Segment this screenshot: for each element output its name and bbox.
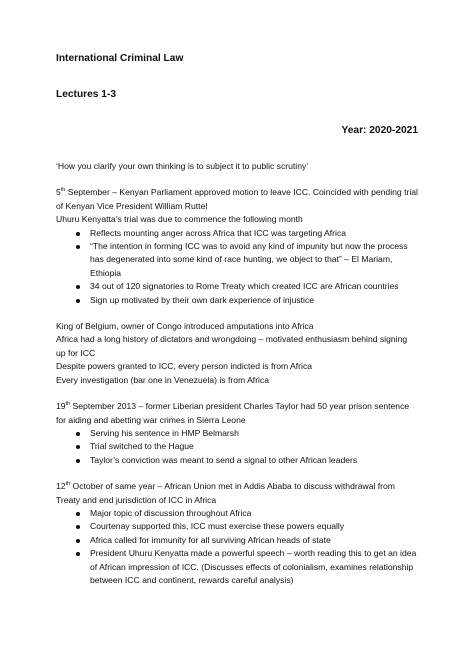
list-item (56, 280, 418, 293)
bullet-icon (76, 445, 80, 449)
list-item-text: Taylor’s conviction was meant to send a signal to other African leaders (90, 454, 358, 465)
section1-line2: Uhuru Kenyatta’s trial was due to commence the following month (56, 214, 303, 225)
opening-quote: ‘How you clarify your own thinking is to subject it to public scrutiny’ (56, 161, 309, 171)
section4-bullet-list (56, 507, 418, 587)
section1-bullet-list (56, 227, 418, 307)
bullet-icon (76, 432, 80, 436)
section2-line: Every investigation (bar one in Venezuela) is from Africa (56, 374, 270, 385)
list-item (56, 547, 418, 587)
bullet-icon (76, 512, 80, 516)
spacer (56, 467, 418, 480)
bullet-icon (76, 245, 80, 249)
section3-day: 19 (56, 401, 66, 412)
bullet-icon (76, 459, 80, 463)
section4-intro (56, 480, 418, 507)
section1-day-suffix: th (60, 187, 66, 194)
list-item (56, 534, 418, 547)
bullet-icon (76, 285, 80, 289)
list-item-text: Trial switched to the Hague (90, 441, 194, 452)
document-title: International Criminal Law (56, 53, 184, 64)
section4-day-suffix: th (65, 481, 71, 488)
list-item-text: 34 out of 120 signatories to Rome Treaty which created ICC are African countries (90, 281, 399, 292)
list-item (56, 427, 418, 440)
section1-day: 5 (56, 187, 61, 198)
academic-year: Year: 2020-2021 (341, 125, 418, 136)
bullet-icon (76, 552, 80, 556)
list-item-text: Courtenay supported this, ICC must exercise these powers equally (90, 521, 345, 532)
section2-line: Africa had a long history of dictators and wrongdoing – motivated enthusiasm behind signing up for ICC (56, 334, 408, 358)
section4-day: 12 (56, 481, 66, 492)
list-item-text: Major topic of discussion throughout Africa (90, 507, 252, 518)
list-item-text: “The intention in forming ICC was to avoid any kind of impunity but now the process has degenerated into some kind of race hunting, we object to that” – El Mariam, Ethiopia (90, 241, 408, 278)
list-item-text: Africa called for immunity for all surviving African heads of state (90, 534, 331, 545)
list-item-text: Sign up motivated by their own dark experience of injustice (90, 294, 315, 305)
section2-line: Despite powers granted to ICC, every person indicted is from Africa (56, 361, 313, 372)
section1-intro (56, 186, 418, 213)
bullet-icon (76, 525, 80, 529)
list-item (56, 294, 418, 307)
section2-line: King of Belgium, owner of Congo introduced amputations into Africa (56, 321, 314, 332)
section1-intro-text: September – Kenyan Parliament approved motion to leave ICC. Coincided with pending trial of Kenyan Vice President William Ruttel (56, 187, 418, 211)
document-page (56, 52, 418, 587)
spacer (56, 387, 418, 400)
list-item (56, 227, 418, 240)
bullet-icon (76, 232, 80, 236)
section3-intro (56, 400, 418, 427)
list-item (56, 454, 418, 467)
list-item-text: Serving his sentence in HMP Belmarsh (90, 427, 239, 438)
spacer (56, 173, 418, 186)
list-item (56, 520, 418, 533)
section4-intro-text: October of same year – African Union met in Addis Ababa to discuss withdrawal from Treaty and end jurisdiction of ICC in Africa (56, 481, 395, 505)
bullet-icon (76, 299, 80, 303)
section3-day-suffix: th (65, 401, 71, 408)
list-item-text: Reflects mounting anger across Africa that ICC was targeting Africa (90, 227, 347, 238)
list-item (56, 507, 418, 520)
list-item (56, 240, 418, 280)
section3-intro-text: September 2013 – former Liberian president Charles Taylor had 50 year prison sentence for aiding and abetting war crimes in Sierra Leone (56, 401, 410, 425)
list-item (56, 440, 418, 453)
bullet-icon (76, 539, 80, 543)
spacer (56, 307, 418, 320)
list-item-text: President Uhuru Kenyatta made a powerful speech – worth reading this to get an idea of African impression of ICC. (Discusses effects of colonialism, examines relationship between ICC and continent, rewards careful analysis) (90, 548, 417, 585)
section3-bullet-list (56, 427, 418, 467)
lecture-subtitle: Lectures 1-3 (56, 89, 117, 100)
